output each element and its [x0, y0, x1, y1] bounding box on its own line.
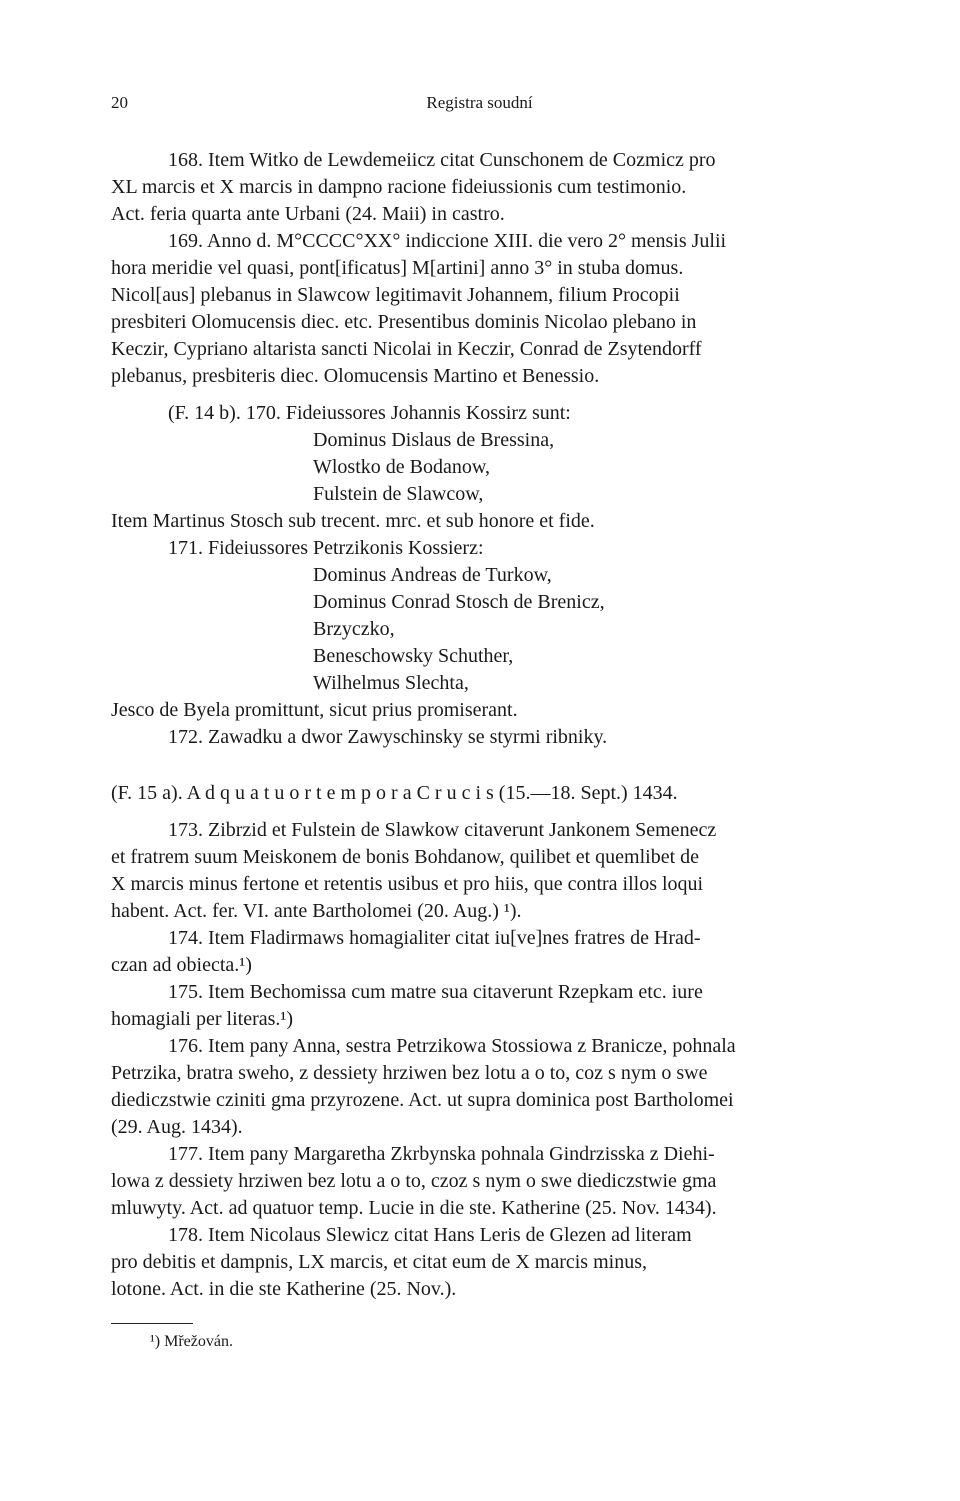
text-line: lowa z dessiety hrziwen bez lotu a o to, czoz s nym o swe diediczstwie gma — [111, 1170, 717, 1192]
text-line: X marcis minus fertone et retentis usibus et pro hiis, que contra illos loqui — [111, 873, 704, 895]
text-line: Petrzika, bratra sweho, z dessiety hrziwen bez lotu a o to, coz s nym o swe — [111, 1062, 708, 1084]
text-line: 178. Item Nicolaus Slewicz citat Hans Leris de Glezen ad literam — [168, 1224, 692, 1246]
footnote-rule — [111, 1323, 193, 1324]
text-line: lotone. Act. in die ste Katherine (25. Nov.). — [111, 1278, 457, 1300]
text-line: 176. Item pany Anna, sestra Petrzikowa Stossiowa z Branicze, pohnala — [168, 1035, 736, 1057]
page-header — [111, 93, 848, 117]
text-line: habent. Act. fer. VI. ante Bartholomei (20. Aug.) ¹). — [111, 900, 522, 922]
text-line: 173. Zibrzid et Fulstein de Slawkow citaverunt Jankonem Semenecz — [168, 819, 717, 841]
text-line: czan ad obiecta.¹) — [111, 954, 252, 976]
footnote: ¹) Mřežován. — [150, 1333, 233, 1350]
text-line: Wilhelmus Slechta, — [313, 672, 469, 694]
text-line: Item Martinus Stosch sub trecent. mrc. et sub honore et fide. — [111, 510, 595, 532]
text-line: XL marcis et X marcis in dampno racione fideiussionis cum testimonio. — [111, 176, 687, 198]
text-line: Keczir, Cypriano altarista sancti Nicolai in Keczir, Conrad de Zsytendorff — [111, 338, 702, 360]
text-line: 168. Item Witko de Lewdemeiicz citat Cunschonem de Cozmicz pro — [168, 149, 716, 171]
text-line: diediczstwie cziniti gma przyrozene. Act. ut supra dominica post Bartholomei — [111, 1089, 734, 1111]
text-line: (F. 14 b). 170. Fideiussores Johannis Kossirz sunt: — [168, 402, 571, 424]
text-line: Wlostko de Bodanow, — [313, 456, 491, 478]
text-line: 175. Item Bechomissa cum matre sua citaverunt Rzepkam etc. iure — [168, 981, 703, 1003]
text-line: 177. Item pany Margaretha Zkrbynska pohnala Gindrzisska z Diehi- — [168, 1143, 715, 1165]
text-line: Dominus Dislaus de Bressina, — [313, 429, 555, 451]
text-line: presbiteri Olomucensis diec. etc. Presentibus dominis Nicolao plebano in — [111, 311, 697, 333]
text-line: pro debitis et dampnis, LX marcis, et citat eum de X marcis minus, — [111, 1251, 647, 1273]
text-line: 172. Zawadku a dwor Zawyschinsky se styrmi ribniky. — [168, 726, 608, 748]
running-title: Registra soudní — [426, 93, 533, 112]
text-line: Dominus Conrad Stosch de Brenicz, — [313, 591, 605, 613]
text-line: homagiali per literas.¹) — [111, 1008, 294, 1030]
text-line: 171. Fideiussores Petrzikonis Kossierz: — [168, 537, 484, 559]
text-line: hora meridie vel quasi, pont[ificatus] M[artini] anno 3° in stuba domus. — [111, 257, 684, 279]
page-number: 20 — [111, 93, 128, 112]
text-line: Dominus Andreas de Turkow, — [313, 564, 552, 586]
text-line: Fulstein de Slawcow, — [313, 483, 484, 505]
text-line: et fratrem suum Meiskonem de bonis Bohdanow, quilibet et quemlibet de — [111, 846, 700, 868]
text-line: plebanus, presbiteris diec. Olomucensis Martino et Benessio. — [111, 365, 600, 387]
text-line: mluwyty. Act. ad quatuor temp. Lucie in die ste. Katherine (25. Nov. 1434). — [111, 1197, 717, 1219]
text-line: Beneschowsky Schuther, — [313, 645, 514, 667]
text-line: Act. feria quarta ante Urbani (24. Maii) in castro. — [111, 203, 505, 225]
text-line: Brzyczko, — [313, 618, 395, 640]
text-line: (29. Aug. 1434). — [111, 1116, 243, 1138]
text-line: Nicol[aus] plebanus in Slawcow legitimavit Johannem, filium Procopii — [111, 284, 680, 306]
text-line: Jesco de Byela promittunt, sicut prius promiserant. — [111, 699, 518, 721]
text-line: 169. Anno d. M°CCCC°XX° indiccione XIII. die vero 2° mensis Julii — [168, 230, 727, 252]
text-line: 174. Item Fladirmaws homagialiter citat iu[ve]nes fratres de Hrad- — [168, 927, 701, 949]
section-heading: (F. 15 a). A d q u a t u o r t e m p o r a C r u c i s (15.—18. Sept.) 1434. — [111, 782, 678, 804]
